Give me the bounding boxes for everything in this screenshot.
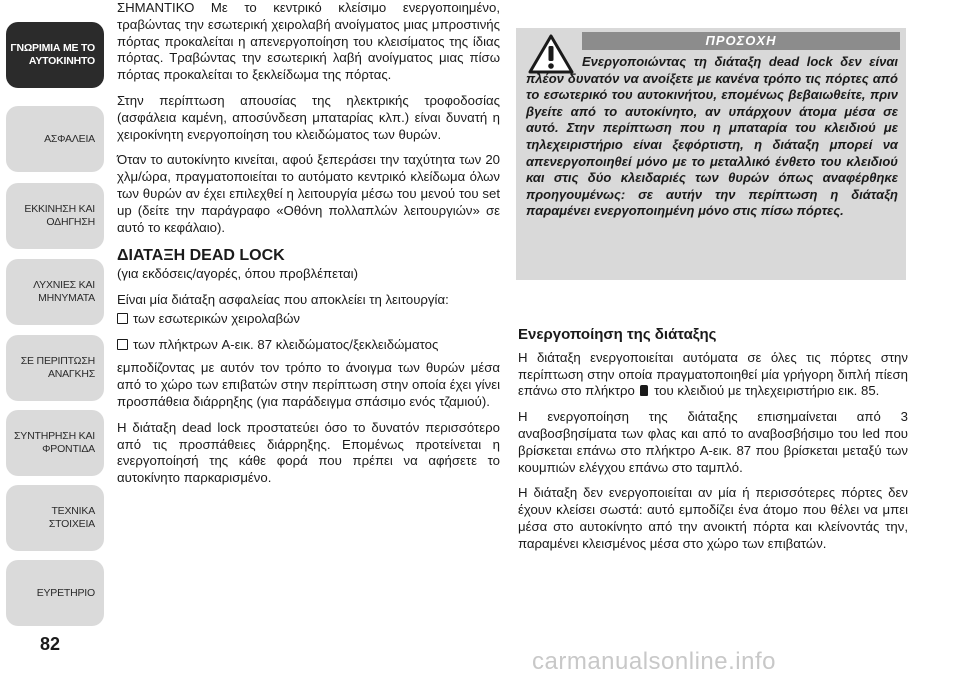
tab-label: ΓΝΩΡΙΜΙΑ ΜΕ ΤΟ ΑΥΤΟΚΙΝΗΤΟ <box>10 42 95 67</box>
tab-maintenance[interactable] <box>6 410 104 476</box>
section-heading: ΔΙΑΤΑΞΗ DEAD LOCK <box>117 247 285 265</box>
checkbox-bullet-icon <box>117 339 128 350</box>
paragraph: Είναι μία διάταξη ασφαλείας που αποκλείει τη λειτουργία: <box>117 291 449 307</box>
tab-label: ΣΕ ΠΕΡΙΠΤΩΣΗ ΑΝΑΓΚΗΣ <box>20 355 95 380</box>
tab-index[interactable] <box>6 560 104 626</box>
tab-starting-driving[interactable] <box>6 183 104 249</box>
tab-label: ΣΥΝΤΗΡΗΣΗ ΚΑΙ ΦΡΟΝΤΙΔΑ <box>14 430 95 455</box>
warning-text: Ενεργοποιώντας τη διάταξη dead lock δεν είναι πλέον δυνατόν να ανοίξετε με κανένα τρόπο τις πόρτες από το εσωτερικό του αυτοκινήτου, επομένως βεβαιωθείτε, πριν βγείτε από το αυτοκίνητο, αν υπάρχουν άτομα μέσα σε αυτό. Στην περίπτωση που η μπαταρία του κλειδιού με τηλεχειριστήριο είναι ξεφόρτιστη, η διάταξη μπορεί να απενεργοποιηθεί μόνο με το μεταλλικό ένθετο του κλειδιού και στις δύο κλειδαριές των θυρών όπως αναφέρθηκε προηγουμένως: σε αυτήν την περίπτωση η διάταξη παραμένει ενεργοποιημένη μόνο στις πίσω πόρτες. <box>526 54 898 219</box>
left-column <box>117 0 500 496</box>
tab-warning-lights[interactable] <box>6 259 104 325</box>
tab-label: ΕΚΚΙΝΗΣΗ ΚΑΙ ΟΔΗΓΗΣΗ <box>24 203 95 228</box>
paragraph: Η διάταξη δεν ενεργοποιείται αν μία ή περισσότερες πόρτες δεν έχουν κλείσει σωστά: αυτό εμποδίζει ένα άτομο που θέλει να μπει μέσα στο αυτοκίνητο από την ανοικτή πόρτα και κλείνοντάς την, παραμένει κλεισμένος μέσα στο χώρο των επιβατών. <box>518 485 908 551</box>
paragraph: ΣΗΜΑΝΤΙΚΟ Με το κεντρικό κλείσιμο ενεργοποιημένο, τραβώντας την εσωτερική χειρολαβή ανοίγματος μιας μπροστινής πόρτας προκαλείται η απενεργοποίηση του κλεισίματος της ίδιας πόρτας. Τραβώντας την εσωτερική λαβή ανοίγματος μιας πίσω πόρτας προκαλείται το ξεκλείδωμα της πόρτας. <box>117 0 500 83</box>
paragraph: εμποδίζοντας με αυτόν τον τρόπο το άνοιγμα των θυρών μέσα από το χώρο των επιβατών στην περίπτωση στην οποία έχει γίνει προσπάθεια διάρρηξης (για παράδειγμα σπάσιμο ενός τζαμιού). <box>117 360 500 409</box>
tab-label: ΤΕΧΝΙΚΑ ΣΤΟΙΧΕΙΑ <box>48 505 95 530</box>
tab-technical-data[interactable] <box>6 485 104 551</box>
warning-title: ΠΡΟΣΟΧΗ <box>582 32 900 50</box>
tab-safety[interactable] <box>6 106 104 172</box>
section-heading: Ενεργοποίηση της διάταξης <box>518 326 717 343</box>
right-column <box>518 327 908 562</box>
list-item: των πλήκτρων A-εικ. 87 κλειδώματος/ξεκλειδώματος <box>117 337 500 354</box>
page-number: 82 <box>40 634 61 654</box>
paragraph: Όταν το αυτοκίνητο κινείται, αφού ξεπεράσει την ταχύτητα των 20 χλμ/ώρα, πραγματοποιείται το αυτόματο κεντρικό κλείδωμα όλων των θυρών αν έχει επιλεχθεί η λειτουργία μέσω του μενού του set up (δείτε την παράγραφο «Οθόνη πολλαπλών λειτουργιών» σε αυτό το κεφάλαιο). <box>117 152 500 235</box>
watermark: carmanualsonline.info <box>532 648 776 675</box>
tab-label: ΕΥΡΕΤΗΡΙΟ <box>36 586 95 599</box>
paragraph: Στην περίπτωση απουσίας της ηλεκτρικής τροφοδοσίας (ασφάλεια καμένη, αποσύνδεση μπαταρίας κλπ.) είναι δυνατή η χειροκίνητη ενεργοποίηση του κλειδώματος των θυρών. <box>117 92 500 142</box>
list-item: των εσωτερικών χειρολαβών <box>117 311 500 328</box>
tab-vehicle-intro[interactable] <box>6 22 104 88</box>
paragraph: Η ενεργοποίηση της διάταξης επισημαίνεται από 3 αναβοσβησίματα των φλας και από το αναβοσβήσιμο του led που βρίσκεται επάνω στο πλήκτρο A-εικ. 87 που βρίσκεται μεταξύ των κουμπιών ελέγχου επάνω στο ταμπλό. <box>518 409 908 475</box>
section-subheading: (για εκδόσεις/αγορές, όπου προβλέπεται) <box>117 266 358 282</box>
tab-label: ΑΣΦΑΛΕΙΑ <box>44 132 95 145</box>
chapter-sidebar <box>0 0 108 677</box>
tab-emergency[interactable] <box>6 335 104 401</box>
checkbox-bullet-icon <box>117 313 128 324</box>
paragraph: Η διάταξη ενεργοποιείται αυτόματα σε όλες τις πόρτες στην περίπτωση στην οποία πραγματοποιηθεί μία γρήγορη διπλή πίεση επάνω στο πλήκτρο του κλειδιού με τηλεχειριστήριο εικ. 85. <box>518 349 908 399</box>
tab-label: ΛΥΧΝΙΕΣ ΚΑΙ ΜΗΝΥΜΑΤΑ <box>33 279 95 304</box>
lock-icon <box>640 385 648 396</box>
paragraph: Η διάταξη dead lock προστατεύει όσο το δυνατόν περισσότερο από τις προσπάθειες διάρρηξης. Επομένως προτείνεται η ενεργοποίησή της κάθε φορά που πρέπει να αφήσετε το αυτοκίνητο παρκαρισμένο. <box>117 419 500 486</box>
warning-box <box>516 28 906 280</box>
